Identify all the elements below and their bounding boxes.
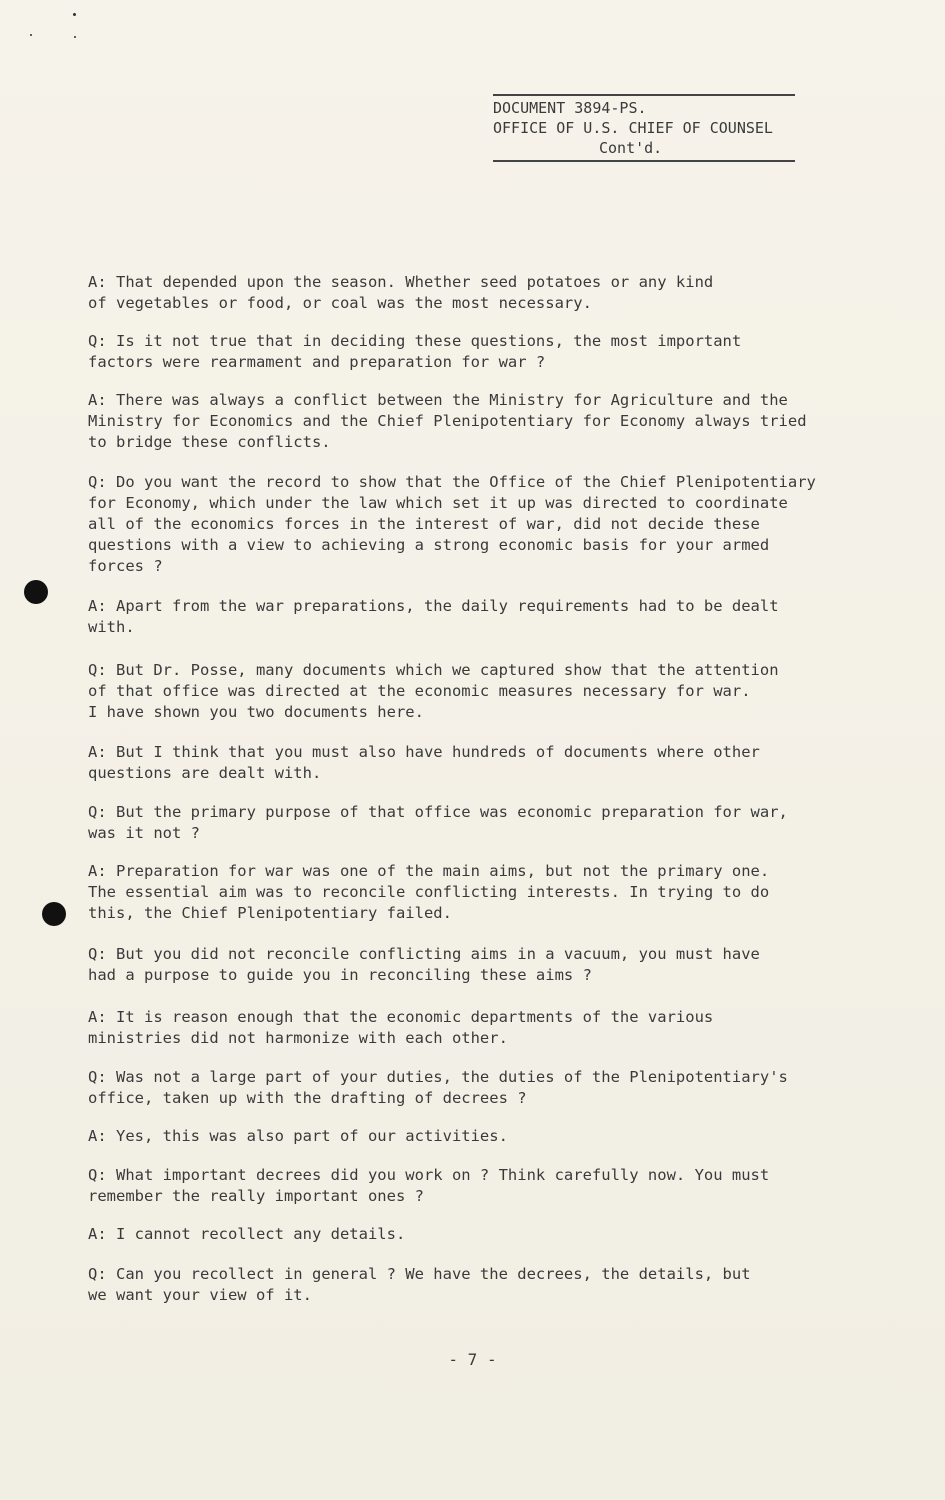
- exchange-2: [88, 331, 858, 373]
- exchange-8: [88, 802, 858, 844]
- text-line: The essential aim was to reconcile conflicting interests. In trying to do: [88, 883, 770, 901]
- text-line: we want your view of it.: [88, 1286, 312, 1304]
- text-line: A: I cannot recollect any details.: [88, 1225, 406, 1243]
- text-line: A: Preparation for war was one of the main aims, but not the primary one.: [88, 862, 770, 880]
- text-line: office, taken up with the drafting of decrees ?: [88, 1089, 527, 1107]
- exchange-7: [88, 742, 858, 784]
- text-line: A: That depended upon the season. Whether seed potatoes or any kind: [88, 273, 714, 291]
- text-line: forces ?: [88, 557, 163, 575]
- text-line: had a purpose to guide you in reconciling these aims ?: [88, 966, 592, 984]
- text-line: Q: But the primary purpose of that office was economic preparation for war,: [88, 803, 788, 821]
- text-line: A: But I think that you must also have hundreds of documents where other: [88, 743, 760, 761]
- text-line: to bridge these conflicts.: [88, 433, 331, 451]
- text-line: of vegetables or food, or coal was the most necessary.: [88, 294, 592, 312]
- text-line: Q: Do you want the record to show that the Office of the Chief Plenipotentiary: [88, 473, 816, 491]
- text-line: A: There was always a conflict between the Ministry for Agriculture and the: [88, 391, 788, 409]
- document-number: DOCUMENT 3894-PS.: [493, 99, 647, 117]
- office-title: OFFICE OF U.S. CHIEF OF COUNSEL: [493, 119, 773, 137]
- exchange-13: [88, 1126, 858, 1147]
- text-line: remember the really important ones ?: [88, 1187, 424, 1205]
- paper-speck: [73, 13, 76, 16]
- exchange-3: [88, 390, 858, 453]
- text-line: with.: [88, 618, 135, 636]
- exchange-1: [88, 272, 858, 314]
- exchange-15: [88, 1224, 858, 1245]
- exchange-6: [88, 660, 858, 723]
- text-line: A: Apart from the war preparations, the daily requirements had to be dealt: [88, 597, 779, 615]
- text-line: for Economy, which under the law which set it up was directed to coordinate: [88, 494, 788, 512]
- exchange-11: [88, 1007, 858, 1049]
- exchange-10: [88, 944, 858, 986]
- exchange-14: [88, 1165, 858, 1207]
- punch-hole-lower: [42, 902, 66, 926]
- text-line: Q: Was not a large part of your duties, the duties of the Plenipotentiary's: [88, 1068, 788, 1086]
- text-line: was it not ?: [88, 824, 200, 842]
- text-line: questions are dealt with.: [88, 764, 322, 782]
- text-line: A: Yes, this was also part of our activities.: [88, 1127, 508, 1145]
- document-header: [493, 94, 795, 162]
- text-line: all of the economics forces in the interest of war, did not decide these: [88, 515, 760, 533]
- paper-speck: [30, 34, 32, 36]
- exchange-5: [88, 596, 858, 638]
- text-line: Q: What important decrees did you work on ? Think carefully now. You must: [88, 1166, 770, 1184]
- exchange-4: [88, 472, 858, 577]
- punch-hole-upper: [24, 580, 48, 604]
- exchange-12: [88, 1067, 858, 1109]
- text-line: ministries did not harmonize with each other.: [88, 1029, 508, 1047]
- text-line: this, the Chief Plenipotentiary failed.: [88, 904, 452, 922]
- text-line: Q: Is it not true that in deciding these questions, the most important: [88, 332, 742, 350]
- text-line: Q: But you did not reconcile conflicting aims in a vacuum, you must have: [88, 945, 760, 963]
- exchange-16: [88, 1264, 858, 1306]
- page-number: - 7 -: [448, 1350, 497, 1369]
- text-line: questions with a view to achieving a strong economic basis for your armed: [88, 536, 770, 554]
- paper-speck: [74, 36, 76, 38]
- text-line: Q: But Dr. Posse, many documents which we captured show that the attention: [88, 661, 779, 679]
- text-line: factors were rearmament and preparation for war ?: [88, 353, 546, 371]
- text-line: Q: Can you recollect in general ? We have the decrees, the details, but: [88, 1265, 751, 1283]
- text-line: of that office was directed at the economic measures necessary for war.: [88, 682, 751, 700]
- text-line: Ministry for Economics and the Chief Plenipotentiary for Economy always tried: [88, 412, 807, 430]
- exchange-9: [88, 861, 858, 924]
- text-line: I have shown you two documents here.: [88, 703, 424, 721]
- continued-label: Cont'd.: [599, 139, 663, 157]
- text-line: A: It is reason enough that the economic departments of the various: [88, 1008, 714, 1026]
